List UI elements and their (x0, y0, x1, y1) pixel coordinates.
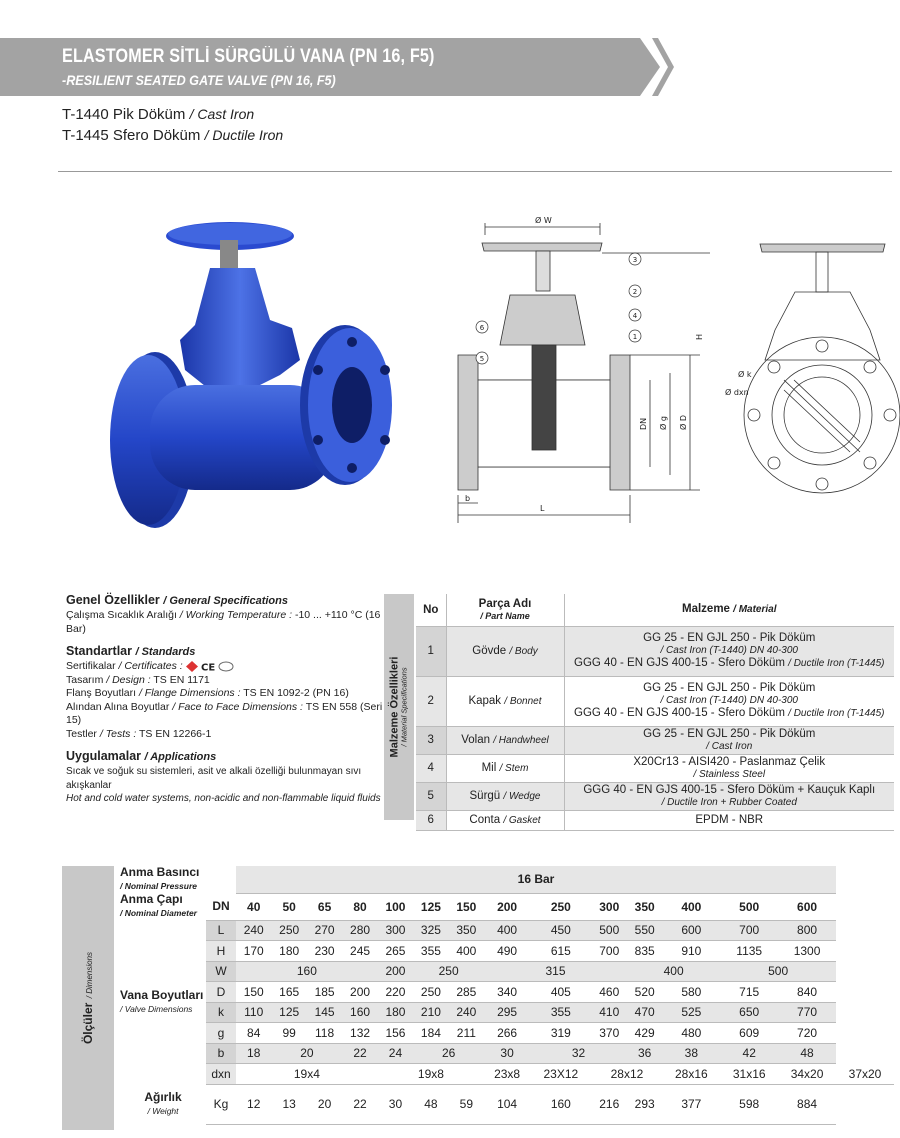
weight-cell: 293 (627, 1084, 662, 1124)
callout-3: 3 (632, 256, 638, 264)
title-banner (0, 38, 672, 96)
dn-cell: 350 (627, 893, 662, 920)
dim-cell: 410 (592, 1002, 627, 1023)
applications-title-en: / Applications (144, 751, 217, 763)
applications-en: Hot and cold water systems, non-acidic and non-flammable liquid fluids (66, 793, 381, 804)
dimensions-table (116, 866, 894, 1125)
dim-cell: 145 (307, 1002, 342, 1023)
dim-cell: 400 (449, 941, 484, 962)
dim-cell: 800 (778, 920, 836, 941)
weight-cell: 12 (236, 1084, 271, 1124)
dim-cell: 525 (662, 1002, 720, 1023)
material-row (416, 782, 894, 810)
applications-tr: Sıcak ve soğuk su sistemleri, asit ve alkali özelliği bulunmayan sıvı akışkanlar (66, 766, 362, 791)
dim-cell: 99 (271, 1023, 306, 1044)
dim-cell: 210 (413, 1002, 448, 1023)
dim-row-k: k 110 125 145 160 180 210 240 295 355 410 470 525 650 770 (116, 1002, 894, 1023)
dim-cell: 520 (627, 982, 662, 1003)
material-part: Volan / Handwheel (446, 726, 564, 754)
material-part: Gövde / Body (446, 626, 564, 676)
dim-cell: 170 (236, 941, 271, 962)
working-temperature: Çalışma Sıcaklık Aralığı / Working Temperature : -10 ... +110 °C (16 Bar) (66, 609, 381, 635)
dim-cell: 405 (530, 982, 591, 1003)
weight-cell: 216 (592, 1084, 627, 1124)
dim-row-b: b 18 20 22 24 26 30 32 36 38 42 48 (116, 1043, 894, 1064)
dim-cell: 24 (378, 1043, 413, 1064)
dim-cell: 350 (449, 920, 484, 941)
dim-row-g: g 84 99 118 132 156 184 211 266 319 370 429 480 609 720 (116, 1023, 894, 1044)
certificates: Sertifikalar / Certificates : CE (66, 660, 386, 674)
dim-cell: 840 (778, 982, 836, 1003)
dim-cell: 550 (627, 920, 662, 941)
dim-cell: 250 (271, 920, 306, 941)
material-no: 1 (416, 626, 446, 676)
callout-6: 6 (479, 324, 485, 332)
material-row (416, 626, 894, 676)
certificate-logos-icon (186, 661, 234, 672)
general-title: Genel Özellikler (66, 593, 160, 607)
material-part: Conta / Gasket (446, 810, 564, 830)
standards-title: Standartlar (66, 644, 132, 658)
dim-cell: 165 (271, 982, 306, 1003)
dim-cell: 160 (236, 961, 378, 982)
material-no: 4 (416, 754, 446, 782)
dim-cell: 355 (413, 941, 448, 962)
dim-cell: 156 (378, 1023, 413, 1044)
dim-cell: 211 (449, 1023, 484, 1044)
weight-row: Ağırlık / Weight Kg 12 13 20 22 30 48 59 104 160 216 293 377 598 884 (116, 1084, 894, 1124)
model2-en: / Ductile Iron (204, 127, 284, 143)
title-en: -RESILIENT SEATED GATE VALVE (PN 16, F5) (62, 72, 336, 88)
flange-dimensions: Flanş Boyutları / Flange Dimensions : TS EN 1092-2 (PN 16) (66, 687, 349, 699)
dim-cell: 23x8 (484, 1064, 530, 1085)
callout-2: 2 (632, 288, 638, 296)
callout-4: 4 (632, 312, 638, 320)
dim-cell: 609 (720, 1023, 778, 1044)
material-spec: GGG 40 - EN GJS 400-15 - Sfero Döküm + Kauçuk Kaplı / Ductile Iron + Rubber Coated (564, 782, 894, 810)
valve-photo (60, 210, 410, 540)
tests: Testler / Tests : TS EN 12266-1 (66, 727, 212, 740)
dim-h: H (695, 333, 704, 340)
dim-cell: 32 (530, 1043, 627, 1064)
dim-cell: 185 (307, 982, 342, 1003)
material-spec: EPDM - NBR (564, 810, 894, 830)
material-no: 2 (416, 676, 446, 726)
chevron-icon (652, 38, 674, 96)
dim-b: b (465, 494, 471, 503)
weight-cell: 13 (271, 1084, 306, 1124)
dn-cell: 65 (307, 893, 342, 920)
standards-title-en: / Standards (135, 646, 196, 658)
material-spec: GG 25 - EN GJL 250 - Pik Döküm / Cast Iron (564, 726, 894, 754)
dim-cell: 38 (662, 1043, 720, 1064)
dim-cell: 28x16 (662, 1064, 720, 1085)
materials-header-part: Parça Adı / Part Name (446, 594, 564, 626)
dim-cell: 250 (413, 982, 448, 1003)
dn-cell: 500 (720, 893, 778, 920)
dn-cell: 125 (413, 893, 448, 920)
dn-cell: 150 (449, 893, 484, 920)
section-drawing (440, 205, 704, 535)
dim-cell: 490 (484, 941, 530, 962)
dim-cell: 835 (627, 941, 662, 962)
dim-row-H: H 170 180 230 245 265 355 400 490 615 700 835 910 1135 1300 (116, 941, 894, 962)
dim-cell: 42 (720, 1043, 778, 1064)
material-row (416, 754, 894, 782)
dim-cell: 700 (720, 920, 778, 941)
dim-cell: 240 (449, 1002, 484, 1023)
dim-row-W: W 160 200 250 315 400 500 (116, 961, 894, 982)
dim-cell: 180 (378, 1002, 413, 1023)
dim-cell: 480 (662, 1023, 720, 1044)
dim-cell: 23X12 (530, 1064, 591, 1085)
dim-cell: 200 (342, 982, 377, 1003)
dim-cell: 615 (530, 941, 591, 962)
dim-cell: 265 (378, 941, 413, 962)
dim-cell: 48 (778, 1043, 836, 1064)
dim-cell: 500 (720, 961, 836, 982)
dim-cell: 28x12 (592, 1064, 663, 1085)
material-row (416, 726, 894, 754)
dim-cell: 184 (413, 1023, 448, 1044)
dim-cell: 180 (271, 941, 306, 962)
dim-ok: Ø k (738, 370, 752, 379)
dim-row-D: D 150 165 185 200 220 250 285 340 405 460 520 580 715 840 (116, 982, 894, 1003)
material-row (416, 810, 894, 830)
dim-cell: 22 (342, 1043, 377, 1064)
dim-cell: 285 (449, 982, 484, 1003)
dim-cell: 118 (307, 1023, 342, 1044)
dim-row-L: Vana Boyutları / Valve Dimensions L 240 250 270 280 300 325 350 400 450 500 550 600 700 800 (116, 920, 894, 941)
model-list (62, 104, 283, 146)
dim-cell: 26 (413, 1043, 484, 1064)
dn-cell: 200 (484, 893, 530, 920)
dim-cell: 280 (342, 920, 377, 941)
dn-cell: 300 (592, 893, 627, 920)
material-spec: X20Cr13 - AISI420 - Paslanmaz Çelik / Stainless Steel (564, 754, 894, 782)
material-part: Mil / Stem (446, 754, 564, 782)
face-to-face: Alından Alına Boyutlar / Face to Face Dimensions : TS EN 558 (Seri 15) (66, 700, 383, 726)
dn-cell: 600 (778, 893, 836, 920)
end-view-drawing (720, 230, 900, 510)
weight-cell: 30 (378, 1084, 413, 1124)
material-part: Kapak / Bonnet (446, 676, 564, 726)
dim-cell: 720 (778, 1023, 836, 1044)
dim-cell: 132 (342, 1023, 377, 1044)
weight-cell: 59 (449, 1084, 484, 1124)
dim-cell: 266 (484, 1023, 530, 1044)
model1-code: T-1440 Pik Döküm (62, 106, 186, 123)
dim-cell: 600 (662, 920, 720, 941)
material-no: 6 (416, 810, 446, 830)
svg-text:CE: CE (200, 662, 215, 674)
callout-5: 5 (479, 355, 485, 363)
dim-cell: 295 (484, 1002, 530, 1023)
dim-cell: 429 (627, 1023, 662, 1044)
title-tr: ELASTOMER SİTLİ SÜRGÜLÜ VANA (PN 16, F5) (62, 46, 435, 67)
dn-cell: 400 (662, 893, 720, 920)
dim-cell: 770 (778, 1002, 836, 1023)
dim-cell: 110 (236, 1002, 271, 1023)
dim-cell: 355 (530, 1002, 591, 1023)
dim-cell: 245 (342, 941, 377, 962)
dim-cell: 36 (627, 1043, 662, 1064)
dn-cell: 250 (530, 893, 591, 920)
dim-cell: 319 (530, 1023, 591, 1044)
dim-cell: 370 (592, 1023, 627, 1044)
weight-cell: 20 (307, 1084, 342, 1124)
dim-cell: 500 (592, 920, 627, 941)
model2-code: T-1445 Sfero Döküm (62, 127, 201, 144)
material-spec: GG 25 - EN GJL 250 - Pik Döküm / Cast Iron (T-1440) DN 40-300 GGG 40 - EN GJS 400-15 - Sfero Döküm / Ductile Iron (T-1445) (564, 676, 894, 726)
dim-cell: 150 (236, 982, 271, 1003)
dn-row: Anma Çapı / Nominal Diameter DN 40 50 65 80 100 125 150 200 250 300 350 400 500 600 (116, 893, 894, 920)
weight-cell: 377 (662, 1084, 720, 1124)
general-specs (66, 593, 386, 806)
weight-cell: 104 (484, 1084, 530, 1124)
dim-cell: 31x16 (720, 1064, 778, 1085)
dim-cell: 315 (484, 961, 627, 982)
materials-header-row (416, 594, 894, 626)
dim-cell: 450 (530, 920, 591, 941)
dim-cell: 470 (627, 1002, 662, 1023)
dim-cell: 325 (413, 920, 448, 941)
dim-cell: 400 (484, 920, 530, 941)
dim-cell: 19x4 (236, 1064, 378, 1085)
dim-cell: 34x20 (778, 1064, 836, 1085)
dim-row-dxn: dxn 19x4 19x8 23x8 23X12 28x12 28x16 31x16 34x20 37x20 (116, 1064, 894, 1085)
materials-table (416, 594, 894, 831)
design-standard: Tasarım / Design : TS EN 1171 (66, 673, 210, 686)
dn-cell: 40 (236, 893, 271, 920)
dim-ow: Ø W (535, 216, 552, 225)
dim-cell: 700 (592, 941, 627, 962)
dim-cell: 400 (627, 961, 720, 982)
pressure-row: Anma Basıncı / Nominal Pressure 16 Bar (116, 866, 894, 893)
dim-cell: 715 (720, 982, 778, 1003)
material-no: 5 (416, 782, 446, 810)
dim-odxn: Ø dxn (725, 388, 749, 397)
weight-cell: 22 (342, 1084, 377, 1124)
dn-cell: 100 (378, 893, 413, 920)
dim-cell: 19x8 (378, 1064, 484, 1085)
dim-cell: 340 (484, 982, 530, 1003)
dim-cell: 30 (484, 1043, 530, 1064)
dim-cell: 270 (307, 920, 342, 941)
material-row (416, 676, 894, 726)
model1-en: / Cast Iron (189, 106, 255, 122)
pressure-value: 16 Bar (236, 866, 836, 893)
dim-l: L (540, 504, 545, 513)
dim-cell: 580 (662, 982, 720, 1003)
material-part: Sürgü / Wedge (446, 782, 564, 810)
dim-od: Ø D (679, 415, 688, 430)
dn-cell: 80 (342, 893, 377, 920)
weight-cell: 160 (530, 1084, 591, 1124)
dim-cell: 250 (413, 961, 484, 982)
applications-title: Uygulamalar (66, 749, 142, 763)
dim-cell: 1135 (720, 941, 778, 962)
dim-cell: 650 (720, 1002, 778, 1023)
dim-cell: 84 (236, 1023, 271, 1044)
dim-cell: 300 (378, 920, 413, 941)
dn-cell: 50 (271, 893, 306, 920)
dim-cell: 37x20 (836, 1064, 894, 1085)
divider (58, 171, 892, 172)
dim-og: Ø g (659, 416, 668, 430)
materials-header-material: Malzeme / Material (564, 594, 894, 626)
weight-cell: 884 (778, 1084, 836, 1124)
dim-cell: 910 (662, 941, 720, 962)
dim-cell: 1300 (778, 941, 836, 962)
dim-cell: 200 (378, 961, 413, 982)
weight-cell: 48 (413, 1084, 448, 1124)
materials-side-label: Malzeme Özellikleri / Material Specifications (384, 594, 414, 820)
material-no: 3 (416, 726, 446, 754)
dim-cell: 20 (271, 1043, 342, 1064)
dim-cell: 230 (307, 941, 342, 962)
dim-cell: 220 (378, 982, 413, 1003)
materials-header-no: No (416, 594, 446, 626)
weight-cell: 598 (720, 1084, 778, 1124)
general-title-en: / General Specifications (163, 595, 288, 607)
dim-cell: 18 (236, 1043, 271, 1064)
material-spec: GG 25 - EN GJL 250 - Pik Döküm / Cast Iron (T-1440) DN 40-300 GGG 40 - EN GJS 400-15 - Sfero Döküm / Ductile Iron (T-1445) (564, 626, 894, 676)
callout-1: 1 (632, 333, 638, 341)
dim-cell: 125 (271, 1002, 306, 1023)
dim-dn: DN (639, 417, 648, 430)
dim-cell: 240 (236, 920, 271, 941)
dim-cell: 160 (342, 1002, 377, 1023)
dimensions-side-label: Ölçüler / Dimensions (62, 866, 114, 1130)
dim-cell: 460 (592, 982, 627, 1003)
